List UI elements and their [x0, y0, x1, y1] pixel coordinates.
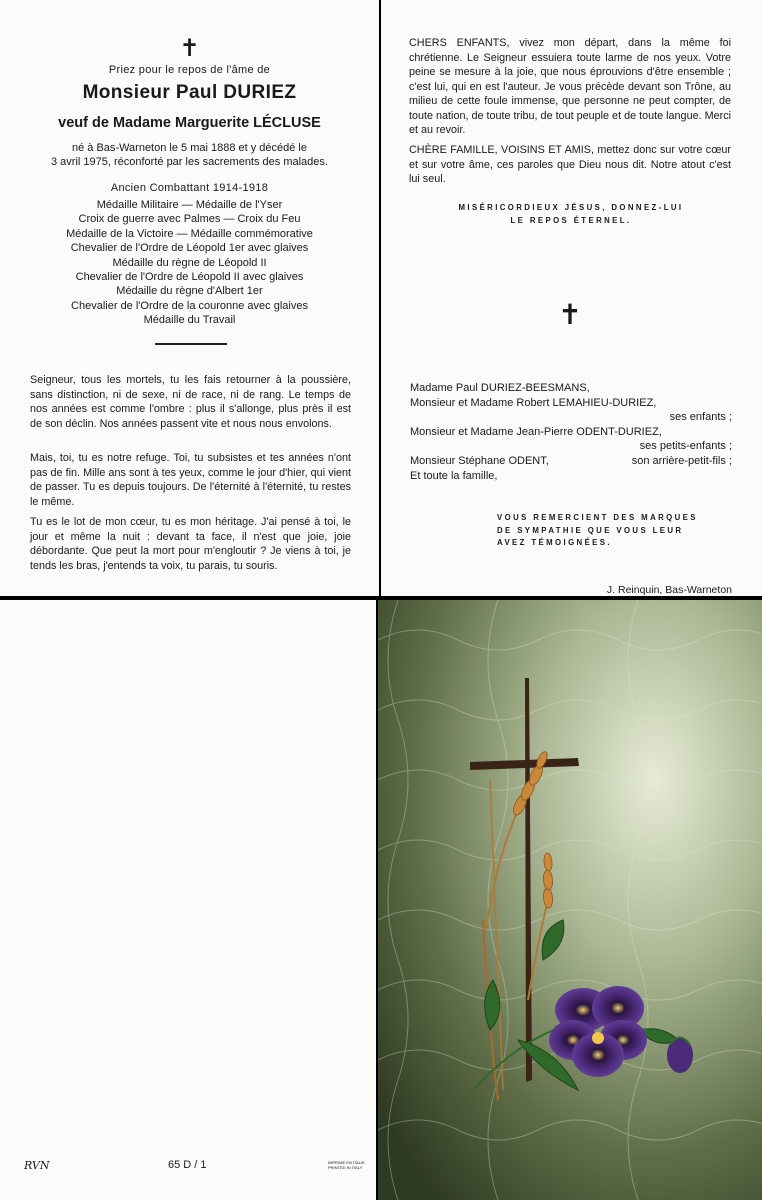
- born-line-2: 3 avril 1975, réconforté par les sacrements des malades.: [51, 156, 328, 168]
- printer-credit: J. Reinquin, Bas-Warneton: [606, 584, 732, 596]
- prayer-paragraph-2: Mais, toi, tu es notre refuge. Toi, tu subsistes et tes années n'ont pas de fin. Mille ans sont à tes yeux, comme le jour d'hier, qui vient de passer. Tu es depuis toujours. De l'éternité à l'éternité, tu restes le même.: [30, 452, 351, 508]
- imprint: [328, 1160, 365, 1170]
- thanks-line-2: DE SYMPATHIE QUE VOUS LEUR: [497, 525, 684, 535]
- card-left-page: [0, 0, 379, 596]
- medals-list: [0, 198, 379, 328]
- message-children: CHERS ENFANTS, vivez mon départ, dans la même foi chrétienne. Le Seigneur essuiera toute larme de nos yeux. Votre peine se mesure à la joie, que nous éprouvions d'être ensemble ; c'est lui, qui en est l'auteur. Je vous précède devant son Trône, au milieu de cette foule immense, que personne ne peut compter, de toute nation, de toute tribu, de tout peuple et de toute langue. Merci et au revoir.: [409, 37, 731, 136]
- family-line: Et toute la famille,: [410, 469, 498, 482]
- family-name: Monsieur Stéphane ODENT,: [410, 454, 549, 467]
- family-line: Madame Paul DURIEZ-BEESMANS,: [410, 382, 590, 394]
- invocation-line-1: MISÉRICORDIEUX JÉSUS, DONNEZ-LUI: [458, 203, 684, 212]
- invocation-line-2: LE REPOS ÉTERNEL.: [510, 215, 632, 225]
- card-back: [0, 600, 376, 1200]
- prayer-paragraph-1: Seigneur, tous les mortels, tu les fais retourner à la poussière, sans distinction, ni de sexe, ni de race, ni de rang. Le temps de nos années est comme l'ombre : plus il s'allonge, plus près il est de son déclin. Nos années passent vite et nous nous envolons.: [30, 374, 351, 430]
- born-line-1: né à Bas-Warneton le 5 mai 1888 et y décédé le: [71, 142, 307, 154]
- medal-item: Médaille du règne de Léopold II: [112, 256, 267, 269]
- thanks-line-1: VOUS REMERCIENT DES MARQUES: [497, 513, 698, 522]
- cross-pansy-illustration: [378, 600, 762, 1200]
- family-line: [410, 454, 732, 469]
- medal-item: Médaille du Travail: [143, 314, 236, 327]
- thanks-line-3: AVEZ TÉMOIGNÉES.: [497, 538, 612, 547]
- imprint-line-1: IMPRIMÉ EN ITALIE: [328, 1160, 365, 1165]
- pansy-bud-icon: [667, 1037, 693, 1073]
- family-role: ses enfants ;: [669, 411, 732, 424]
- widower-line: veuf de Madame Marguerite LÉCLUSE: [58, 115, 321, 131]
- deceased-name: Monsieur Paul DURIEZ: [82, 82, 297, 103]
- message-family: CHÈRE FAMILLE, VOISINS ET AMIS, mettez donc sur votre cœur et sur votre âme, ces paroles que Dieu nous dit. Notre atout c'est lui seul.: [409, 144, 731, 185]
- cross-icon: ✝: [179, 34, 200, 62]
- family-line: Monsieur et Madame Jean-Pierre ODENT-DURIEZ,: [410, 425, 662, 438]
- illustration-panel: [378, 600, 762, 1200]
- medal-item: Médaille du règne d'Albert 1er: [116, 285, 263, 298]
- invocation: [410, 202, 732, 227]
- veteran-line: Ancien Combattant 1914-1918: [110, 182, 269, 194]
- divider-line: [155, 343, 227, 345]
- medal-item: Chevalier de l'Ordre de la couronne avec glaives: [71, 299, 308, 312]
- code-left: RVN: [24, 1159, 50, 1172]
- code-ref: 65 D / 1: [168, 1159, 207, 1171]
- cross-icon: ✝: [558, 298, 582, 331]
- medal-item: Médaille de la Victoire — Médaille commémorative: [66, 227, 313, 240]
- medal-item: Chevalier de l'Ordre de Léopold II avec glaives: [75, 271, 304, 284]
- thanks-block: [497, 512, 733, 550]
- medal-item: Croix de guerre avec Palmes — Croix du Feu: [78, 213, 301, 226]
- medal-item: Médaille Militaire — Médaille de l'Yser: [96, 199, 283, 211]
- family-list: [410, 381, 732, 483]
- family-line: Monsieur et Madame Robert LEMAHIEU-DURIEZ,: [410, 396, 657, 409]
- family-role: ses petits-enfants ;: [639, 440, 732, 453]
- intro-text: Priez pour le repos de l'âme de: [108, 64, 271, 76]
- medal-item: Chevalier de l'Ordre de Léopold 1er avec glaives: [70, 242, 309, 255]
- imprint-line-2: PRINTED IN ITALY: [328, 1165, 363, 1170]
- prayer-paragraph-3: Tu es le lot de mon cœur, tu es mon héritage. J'ai pensé à toi, le jour et même la nuit : devant ta face, il n'est que joie, joie débordante. Que peut la mort pour m'engloutir ? Je viens à toi, je tends les bras, j'entends ta voix, tu parais, tu souris.: [30, 516, 351, 572]
- family-role: son arrière-petit-fils ;: [631, 454, 732, 467]
